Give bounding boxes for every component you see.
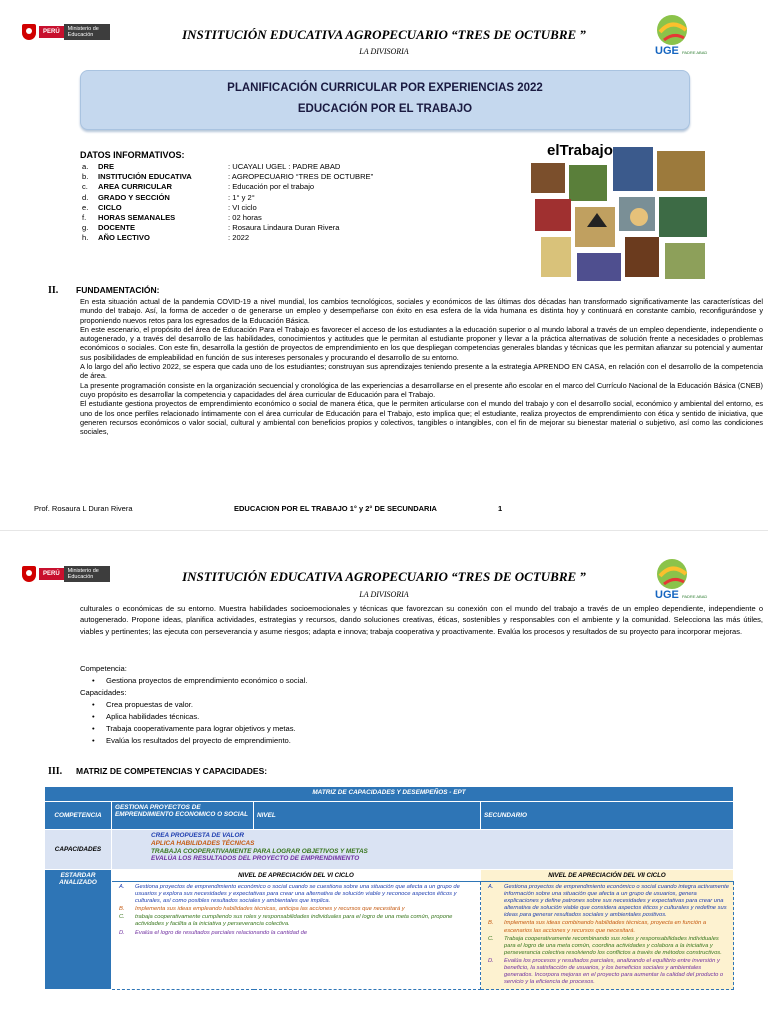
descriptor-text: Trabaja cooperativamente recombinando sus roles y responsabilidades individuales para el logro de una meta común, coordina actividades y colabora a la iniciativa y perseverancia colectiva resolviendo los conflictos a través de métodos constructivos.	[504, 935, 722, 956]
descriptor-item	[115, 884, 477, 905]
competencia-label: Competencia:	[80, 664, 127, 673]
capacidad-item: • Trabaja cooperativamente para lograr objetivos y metas.	[80, 723, 307, 735]
descriptor-letter: A.	[488, 884, 494, 890]
datos-label: HORAS SEMANALES	[98, 212, 176, 222]
trabajo-illustration	[527, 137, 711, 285]
nivel-vii-header: NIVEL DE APRECIACIÓN DEL VII CICLO	[481, 870, 734, 882]
descriptor-text: Gestiona proyectos de emprendimiento económico o social cuando integra activamente información sobre una situación que afecta a un grupo de usuarios, genera explicaciones y define patrones sobre sus necesidades y expectativas para crear una alternativa de solución viable que considera aspectos éticos y culturales y redefine sus ideas para generar resultados sociales y ambientales positivos.	[504, 884, 729, 919]
capacidades-list	[80, 699, 307, 747]
datos-row	[82, 213, 458, 223]
descriptor-text: Implementa sus ideas empleando habilidades técnicas, anticipa las acciones y recursos que necesitará y	[135, 906, 405, 913]
datos-row	[82, 193, 458, 203]
descriptor-item	[484, 920, 730, 934]
descriptor-letter: D.	[119, 929, 125, 936]
ugel-logo	[650, 10, 710, 58]
banner-title: PLANIFICACIÓN CURRICULAR POR EXPERIENCIAS 2022	[227, 82, 543, 94]
continuation-text: culturales o económicas de su entorno. Muestra habilidades socioemocionales y técnicas que favorezcan su conexión con el mundo del trabajo a través de un empleo dependiente, independiente o autogenerado. Propone ideas, planifica actividades, estrategias y recursos, dando soluciones creativas, éticas, sostenibles y responsables con el ambiente y la comunidad. Selecciona las más útiles, viables y pertinentes; las ejecuta con perseverancia y asume riesgos; adapta e innova; trabaja cooperativa y proactivamente. Evalúa los procesos y resultados de su proyecto para incorporar mejoras.	[80, 604, 763, 636]
nivel-vi-header: NIVEL DE APRECIACIÓN DEL VI CICLO	[112, 870, 481, 882]
datos-letter: g.	[82, 223, 89, 233]
datos-label: DOCENTE	[98, 223, 136, 233]
capacidades-row-label: CAPACIDADES	[45, 830, 112, 870]
datos-letter: d.	[82, 192, 89, 202]
datos-value: : UCAYALI UGEL : PADRE ABAD	[228, 162, 341, 171]
competency-matrix	[44, 786, 734, 990]
fundamentacion-title: FUNDAMENTACIÓN:	[76, 285, 160, 295]
ugel-logo-text: UGE	[655, 589, 679, 601]
datos-value: : 02 horas	[228, 212, 262, 222]
fundamentacion-number: II.	[48, 285, 59, 296]
page-separator	[0, 530, 768, 551]
school-title-2: INSTITUCIÓN EDUCATIVA AGROPECUARIO “TRES DE OCTUBRE ”	[182, 569, 586, 584]
footer-course: EDUCACION POR EL TRABAJO 1° y 2° DE SECUNDARIA	[234, 504, 437, 513]
capacidades-row	[112, 830, 734, 870]
col-nivel: NIVEL	[254, 802, 481, 830]
datos-value: : VI ciclo	[228, 202, 257, 212]
nivel-vi-descriptors	[112, 882, 481, 990]
footer-page-number: 1	[498, 504, 503, 513]
nivel-vii-descriptors	[481, 882, 734, 990]
datos-letter: f.	[82, 212, 87, 222]
datos-list	[82, 162, 458, 244]
capacidad-item: • Evalúa los resultados del proyecto de emprendimiento.	[80, 735, 307, 747]
col-competencia: COMPETENCIA	[45, 802, 112, 830]
descriptor-text: Evalúa el logro de resultados parciales relacionando la cantidad de	[135, 929, 308, 936]
banner-subtitle: EDUCACIÓN POR EL TRABAJO	[297, 103, 473, 115]
datos-value: : Rosaura Lindaura Duran Rivera	[228, 223, 340, 233]
datos-label: AREA CURRICULAR	[98, 182, 172, 192]
datos-label: AÑO LECTIVO	[98, 233, 150, 243]
matrix-capacidad: APLICA HABILIDADES TÉCNICAS	[151, 839, 255, 847]
fundamentacion-p4: La presente programación consiste en la organización secuencial y cronológica de las experiencias a desarrollarse en el presente año escolar en el marco del Currículo Nacional de la Educación Básica (CNEB) cuyo propósito es desarrollar la competencia y capacidades del área curricular de Educación para el Trabajo.	[80, 380, 763, 399]
descriptor-item	[115, 930, 477, 937]
matrix-number: III.	[48, 766, 63, 777]
col-secundario: SECUNDARIO	[481, 802, 734, 830]
matrix-heading	[48, 766, 267, 777]
logo-peru-text: PERÚ	[39, 26, 64, 38]
datos-label: DRE	[98, 162, 115, 171]
logo-peru-text: PERÚ	[39, 568, 64, 580]
descriptor-text: Gestiona proyectos de emprendimiento económico o social cuando se cuestiona sobre una situación que afecta a un grupo de usuarios y explora sus necesidades y expectativas para crear una alternativa de solución viable y reconoce aspectos éticos y culturales, así como posibles resultados sociales y ambientales que implica.	[135, 884, 460, 905]
school-place: LA DIVISORIA	[359, 47, 409, 56]
illustration-title: elTrabajo	[547, 142, 613, 159]
fundamentacion-heading	[48, 285, 159, 296]
descriptor-text: trabaja cooperativamente cumpliendo sus roles y responsabilidades individuales para el logro de una meta común, propone actividades y facilita a la iniciativa y perseverancia colectiva.	[135, 914, 453, 928]
descriptor-letter: A.	[119, 884, 125, 890]
datos-label: CICLO	[98, 202, 122, 212]
competencias-block	[80, 663, 307, 747]
fundamentacion-p3: A lo largo del año lectivo 2022, se espera que cada uno de los estudiantes; construyan sus aprendizajes teniendo presente a la estrategia APRENDO EN CASA, en relación con el desarrollo de la competencia de área.	[80, 362, 763, 381]
descriptor-item	[484, 884, 730, 919]
competencia-item: • Gestiona proyectos de emprendimiento económico o social.	[80, 675, 307, 687]
title-banner	[80, 70, 690, 130]
fundamentacion-text	[80, 297, 763, 436]
datos-row	[82, 203, 458, 213]
matrix-capacidad: EVALÚA LOS RESULTADOS DEL PROYECTO DE EMPRENDIMIENTO	[151, 855, 360, 863]
descriptor-letter: B.	[488, 920, 494, 927]
matrix-capacidad: TRABAJA COOPERATIVAMENTE PARA LOGRAR OBJETIVOS Y METAS	[151, 847, 368, 855]
capacidades-label: Capacidades:	[80, 688, 127, 697]
descriptor-letter: D.	[488, 957, 494, 964]
descriptor-item	[484, 936, 730, 957]
descriptor-text: Implementa sus ideas combinando habilidades técnicas, proyecta en función a escenarios las acciones y recursos que necesitará.	[504, 920, 707, 934]
datos-label: GRADO Y SECCIÓN	[98, 192, 170, 202]
descriptor-item	[484, 958, 730, 986]
competencia-value: GESTIONA PROYECTOS DE EMPRENDIMIENTO ECONOMICO O SOCIAL	[112, 802, 254, 830]
datos-letter: e.	[82, 202, 89, 212]
fundamentacion-p5: El estudiante gestiona proyectos de emprendimiento económico o social de manera ética, que le permiten articularse con el mundo del trabajo y con el desarrollo social, económico y ambiental del entorno, es uno de los once perfiles relacionado íntimamente con el área curricular de Educación para el Trabajo, esto implica que; el estudiante, realiza proyectos de emprendimiento con ética y sentido de iniciativa, que generen recursos económicos o valor social, cultural y ambiental con beneficios propios y colectivos, tangibles o intangibles, con el fin de mejorar su bienestar material o subjetivo, así como las condiciones sociales,	[80, 399, 763, 437]
school-title: INSTITUCIÓN EDUCATIVA AGROPECUARIO “TRES DE OCTUBRE ”	[182, 27, 586, 42]
matrix-title: MATRIZ DE CAPACIDADES Y DESEMPEÑOS - EPT	[45, 787, 734, 802]
descriptor-text: Evalúa los procesos y resultados parciales, analizando el equilibrio entre inversión y beneficio, la satisfacción de usuarios, y los beneficios sociales y ambientales generados. Incorpora mejoras en el proyecto para aumentar la calidad del producto o servicio y la eficiencia de procesos.	[504, 957, 724, 986]
school-place-2: LA DIVISORIA	[359, 590, 409, 599]
footer-teacher: Prof. Rosaura L Duran Rivera	[34, 504, 133, 513]
descriptor-letter: C.	[488, 935, 494, 942]
ugel-logo-text: UGE	[655, 45, 679, 57]
capacidad-item: • Crea propuestas de valor.	[80, 699, 307, 711]
ugel-logo-sub: PADRE ABAD	[682, 50, 708, 55]
ugel-logo-2	[650, 554, 710, 602]
matrix-capacidad: CREA PROPUESTA DE VALOR	[151, 832, 245, 839]
datos-letter: b.	[82, 172, 89, 182]
estandar-label: ESTARDAR ANALIZADO	[45, 870, 112, 990]
datos-label: INSTITUCIÓN EDUCATIVA	[98, 172, 192, 182]
logo-ministerio-text: Ministerio de Educación	[64, 566, 110, 582]
datos-row	[82, 233, 458, 243]
datos-value: : 2022	[228, 233, 250, 243]
datos-value: : 1° y 2°	[228, 192, 255, 202]
descriptor-letter: C.	[119, 914, 125, 921]
descriptor-item	[115, 906, 477, 913]
datos-value: : AGROPECUARIO “TRES DE OCTUBRE”	[228, 172, 374, 182]
matrix-title-label: MATRIZ DE COMPETENCIAS Y CAPACIDADES:	[76, 766, 268, 776]
descriptor-item	[115, 914, 477, 928]
datos-row	[82, 162, 458, 172]
capacidad-item: • Aplica habilidades técnicas.	[80, 711, 307, 723]
datos-row	[82, 172, 458, 182]
logo-ministerio-text: Ministerio de Educación	[64, 24, 110, 40]
ugel-logo-sub: PADRE ABAD	[682, 594, 708, 599]
descriptor-letter: B.	[119, 906, 125, 913]
fundamentacion-p1: En esta situación actual de la pandemia COVID-19 a nivel mundial, los cambios tecnológicos, sociales y económicos de las últimas dos décadas han transformado significativamente las características del mundo del trabajo. Así, la forma de acceder o de generarse un empleo y desempeñarse con éxito en esa esfera de la vida humana es distinta hoy y continuará en constante cambio, reconfigurándose y proponiendo nuevos retos para los egresados de la Educación Básica.	[80, 297, 763, 325]
datos-letter: h.	[82, 233, 89, 243]
datos-heading: DATOS INFORMATIVOS:	[80, 150, 185, 160]
datos-row	[82, 182, 458, 192]
datos-letter: a.	[82, 162, 89, 171]
fundamentacion-p2: En este escenario, el propósito del área de Educación Para el Trabajo es favorecer el acceso de los estudiantes a la educación superior o al mundo laboral a través de un empleo dependiente, independiente o autogenerado, y a través del desarrollo de las habilidades, conocimientos y actitudes que le permitan al estudiante proponer y llevar a la práctica alternativas de solución frente a necesidades o problemas económicos o sociales. Con este fin, desarrolla la gestión de proyectos de emprendimiento en los que despliegan competencias generales blandas y técnicas que les permitan afianzar su potencial y aumentar sus posibilidades de empleabilidad en función de sus intereses personales y procurando el desarrollo de su entorno.	[80, 324, 763, 362]
datos-letter: c.	[82, 182, 88, 192]
datos-value: : Educación por el trabajo	[228, 182, 315, 192]
datos-row	[82, 223, 458, 233]
